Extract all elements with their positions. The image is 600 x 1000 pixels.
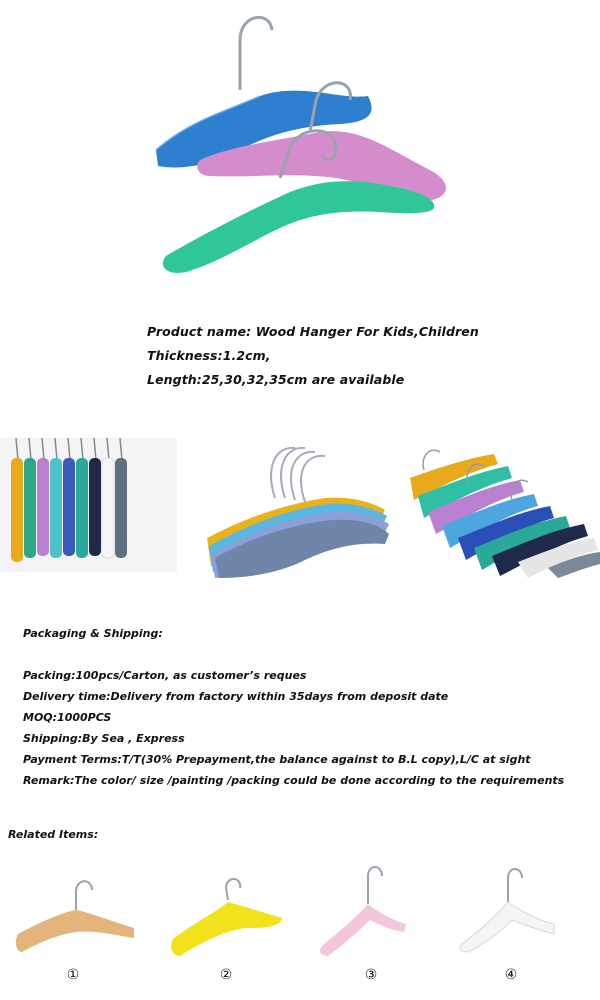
related-item-natural-wood-hanger[interactable] (14, 872, 138, 962)
gallery-image-fanned-hangers (408, 438, 600, 578)
delivery-time-line: Delivery time:Delivery from factory within 35days from deposit date (23, 690, 449, 703)
product-name-text: Product name: Wood Hanger For Kids,Children (147, 324, 479, 339)
related-item-pink-hanger[interactable] (316, 862, 412, 962)
hero-hanger-image (140, 0, 460, 290)
related-item-number-2: ② (219, 967, 233, 983)
payment-terms-line: Payment Terms:T/T(30% Prepayment,the balance against to B.L copy),L/C at sight (23, 753, 531, 766)
related-items-heading: Related Items: (8, 828, 99, 841)
related-item-number-3: ③ (364, 967, 378, 983)
product-thickness-text: Thickness:1.2cm, (147, 348, 271, 363)
gallery-image-colorful-row (0, 438, 177, 572)
shipping-line: Shipping:By Sea , Express (23, 732, 185, 745)
related-item-number-4: ④ (504, 967, 518, 983)
packaging-heading: Packaging & Shipping: (23, 627, 163, 640)
related-item-yellow-hanger[interactable] (166, 872, 286, 962)
remark-line: Remark:The color/ size /painting /packing could be done according to the requirements (23, 774, 565, 787)
packing-line: Packing:100pcs/Carton, as customer’s reques (23, 669, 307, 682)
moq-line: MOQ:1000PCS (23, 711, 112, 724)
related-item-white-hanger[interactable] (456, 866, 560, 962)
product-length-text: Length:25,30,32,35cm are available (147, 372, 405, 387)
gallery-image-stacked-hangers (205, 438, 390, 578)
related-item-number-1: ① (66, 967, 80, 983)
